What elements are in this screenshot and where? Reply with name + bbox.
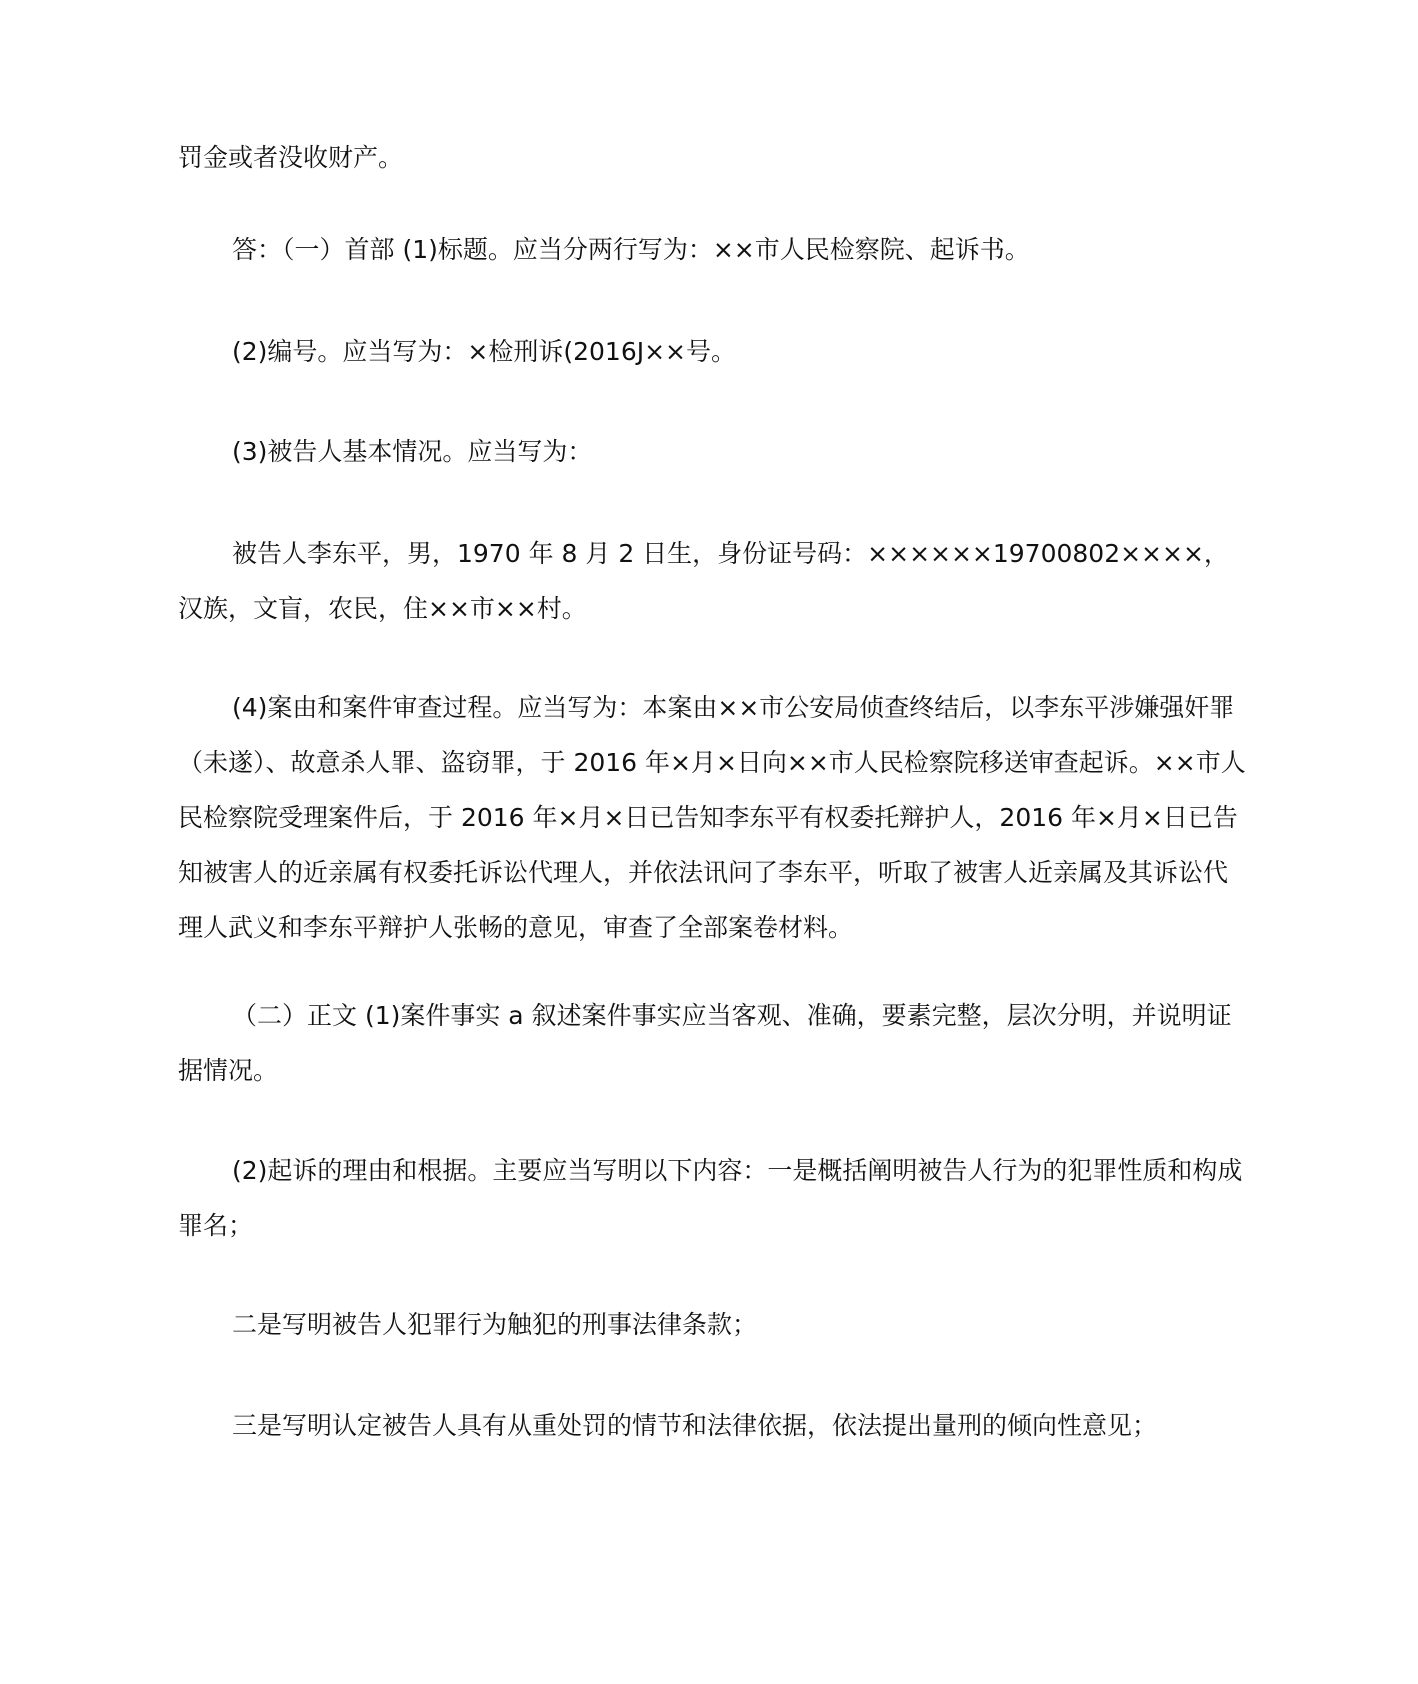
paragraph-answer-header: 答：（一）首部 (1)标题。应当分两行写为：××市人民检察院、起诉书。 xyxy=(232,235,1030,264)
paragraph-prosecution-reasons: (2)起诉的理由和根据。主要应当写明以下内容：一是概括阐明被告人行为的犯罪性质和构成罪名； xyxy=(178,1156,1243,1240)
paragraph-defendant-info: 被告人李东平，男，1970 年 8 月 2 日生，身份证号码：××××××19700802××××，汉族，文盲，农民，住××市××村。 xyxy=(178,539,1229,623)
paragraph-sentencing: 三是写明认定被告人具有从重处罚的情节和法律依据，依法提出量刑的倾向性意见； xyxy=(232,1411,1158,1440)
paragraph-case-review: (4)案由和案件审查过程。应当写为：本案由××市公安局侦查终结后，以李东平涉嫌强奸罪（未遂）、故意杀人罪、盗窃罪，于 2016 年×月×日向××市人民检察院移送审查起诉。××市人民检察院受理案件后，于 2016 年×月×日已告知李东平有权委托辩护人，2016 年×月×日已告知被害人的近亲属有权委托诉讼代理人，并依法讯问了李东平，听取了被害人近亲属及其诉讼代理人武义和李东平辩护人张畅的意见，审查了全部案卷材料。 xyxy=(178,693,1246,942)
paragraph-continuation: 罚金或者没收财产。 xyxy=(178,143,404,172)
paragraph-legal-articles: 二是写明被告人犯罪行为触犯的刑事法律条款； xyxy=(232,1310,758,1339)
paragraph-numbering: (2)编号。应当写为：×检刑诉(2016J××号。 xyxy=(232,337,737,366)
paragraph-body-facts: （二）正文 (1)案件事实 a 叙述案件事实应当客观、准确，要素完整，层次分明，并说明证据情况。 xyxy=(178,1001,1232,1085)
paragraph-defendant-info-heading: (3)被告人基本情况。应当写为： xyxy=(232,437,593,466)
